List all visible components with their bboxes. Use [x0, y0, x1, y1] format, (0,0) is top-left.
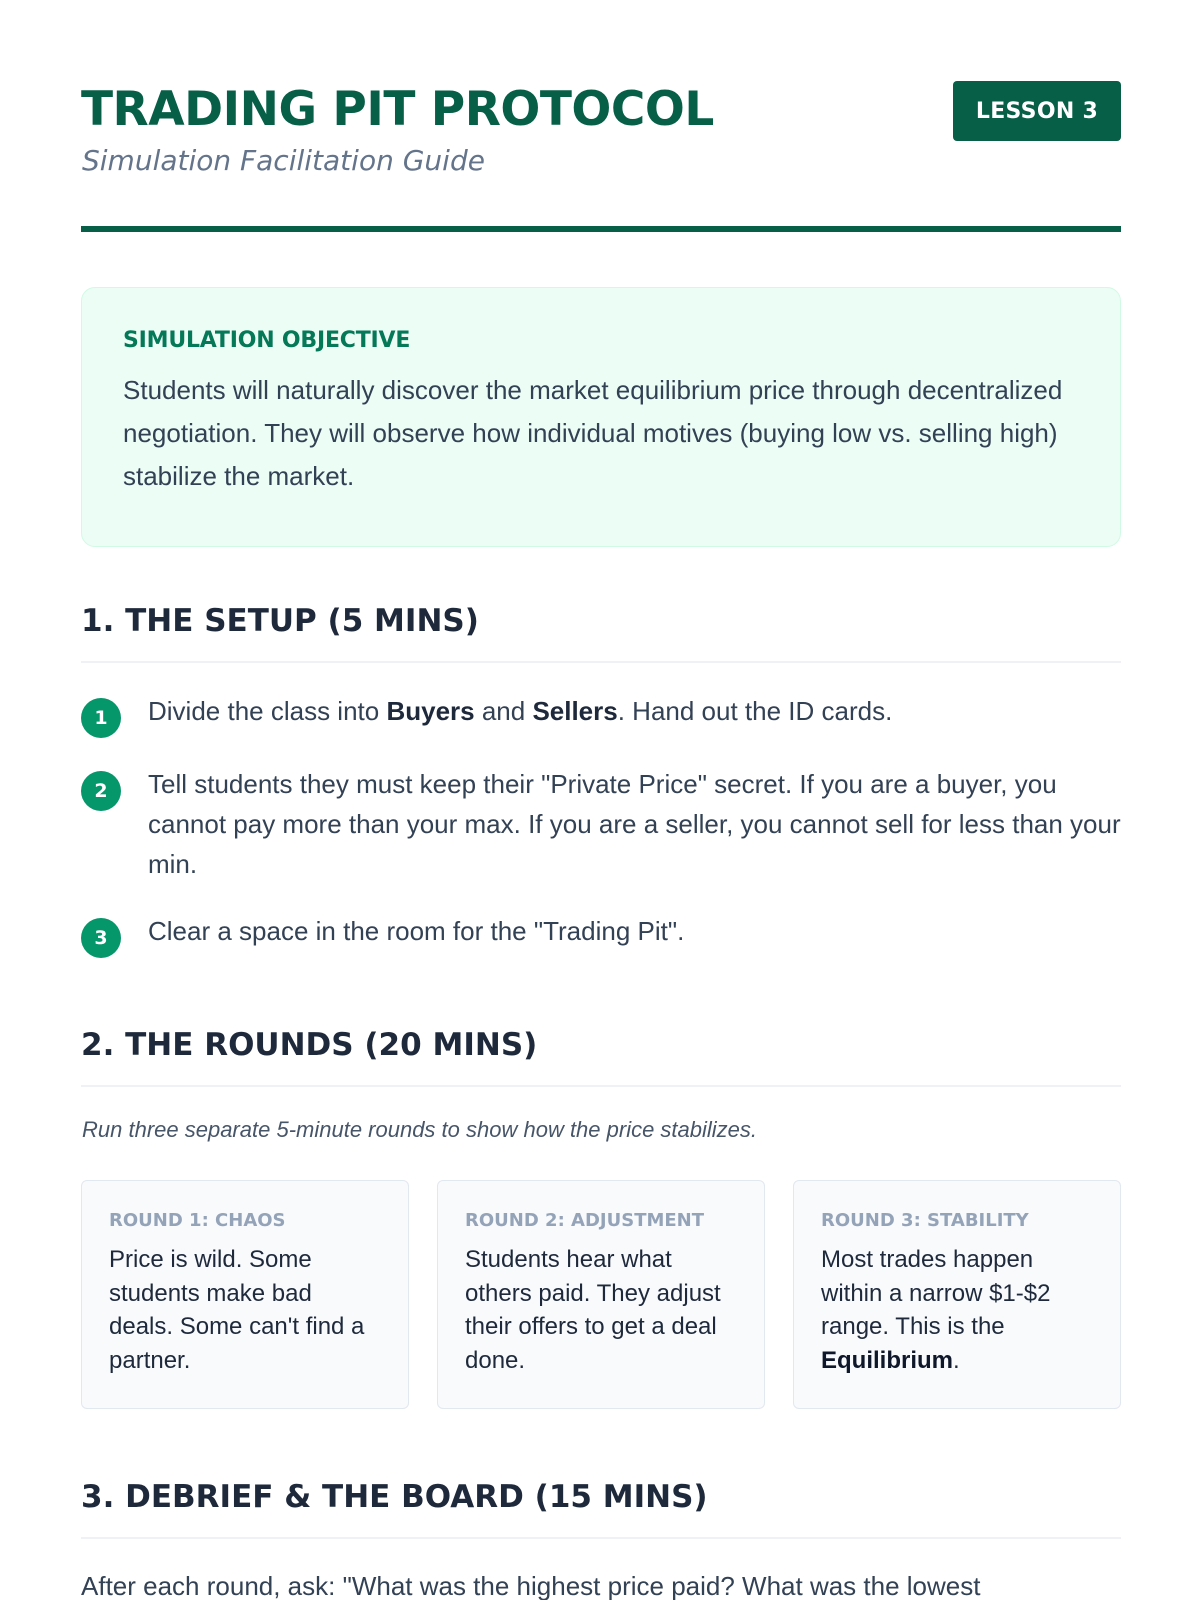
lesson-badge: LESSON 3	[953, 81, 1121, 141]
page-title: TRADING PIT PROTOCOL	[81, 82, 714, 137]
rounds-intro: Run three separate 5-minute rounds to show how the price stabilizes.	[82, 1117, 758, 1142]
step-number-badge: 2	[81, 771, 121, 811]
step-number-badge: 3	[81, 918, 121, 958]
step-number-badge: 1	[81, 698, 121, 738]
page-subtitle: Simulation Facilitation Guide	[82, 144, 485, 177]
objective-box	[81, 287, 1121, 547]
round-card	[793, 1180, 1121, 1409]
page-header	[81, 82, 1121, 182]
round-cards	[81, 1180, 1121, 1409]
objective-label: SIMULATION OBJECTIVE	[123, 328, 411, 353]
round-text: Most trades happen within a narrow $1-$2 range. This is the Equilibrium.	[821, 1246, 1051, 1374]
debrief-text: After each round, ask: "What was the highest price paid? What was the lowest	[81, 1571, 981, 1600]
objective-text: Students will naturally discover the market equilibrium price through decentralized negotiation. They will observe how individual motives (buying low vs. selling high) stabilize the market.	[123, 375, 1063, 491]
section-divider	[81, 1537, 1121, 1539]
section-heading-rounds: 2. THE ROUNDS (20 MINS)	[81, 1027, 538, 1063]
round-label: ROUND 2: ADJUSTMENT	[465, 1210, 705, 1231]
header-divider	[81, 226, 1121, 232]
step-text: Tell students they must keep their "Private Price" secret. If you are a buyer, you cannot pay more than your max. If you are a seller, you cannot sell for less than your min.	[148, 769, 1121, 879]
section-heading-debrief: 3. DEBRIEF & THE BOARD (15 MINS)	[81, 1479, 708, 1515]
round-text: Price is wild. Some students make bad deals. Some can't find a partner.	[109, 1246, 365, 1374]
step-text: Clear a space in the room for the "Trading Pit".	[148, 916, 685, 946]
section-heading-setup: 1. THE SETUP (5 MINS)	[81, 603, 479, 639]
section-divider	[81, 1085, 1121, 1087]
round-text: Students hear what others paid. They adjust their offers to get a deal done.	[465, 1246, 721, 1374]
round-label: ROUND 3: STABILITY	[821, 1210, 1029, 1231]
step-text: Divide the class into Buyers and Sellers. Hand out the ID cards.	[148, 696, 893, 726]
round-card	[81, 1180, 409, 1409]
round-card	[437, 1180, 765, 1409]
round-label: ROUND 1: CHAOS	[109, 1210, 286, 1231]
section-divider	[81, 661, 1121, 663]
